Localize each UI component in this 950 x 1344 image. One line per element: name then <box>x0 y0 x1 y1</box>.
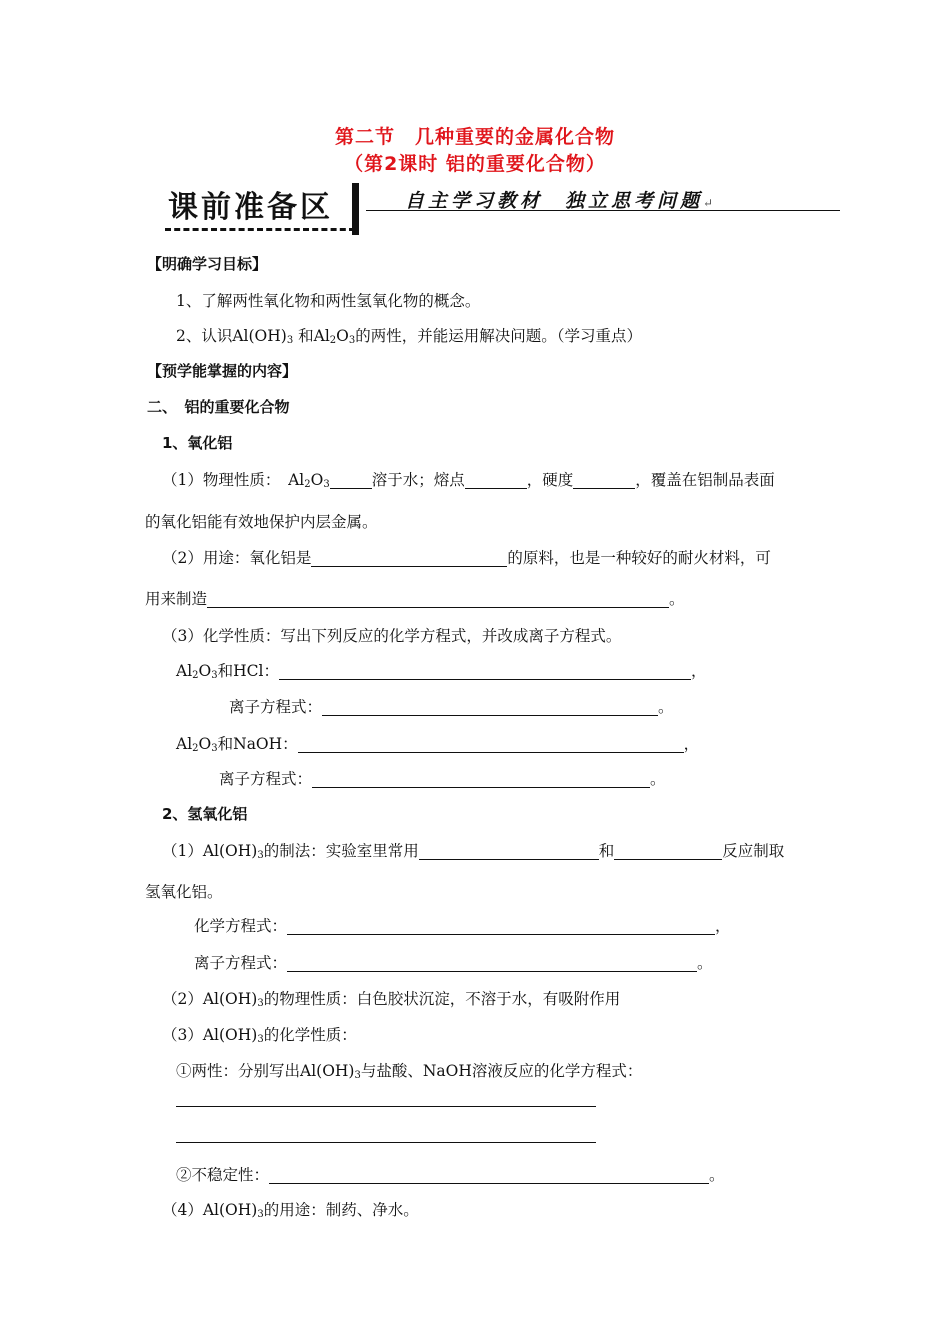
alumina-naoh: $Al_2O_3$和NaOH： ， <box>176 735 700 754</box>
hydroxide-ion-eq: 离子方程式： 。 <box>194 954 713 972</box>
hydroxide-amphoteric: ①两性：分别写出$Al(OH)_3$与盐酸、NaOH溶液反应的化学方程式： <box>176 1062 643 1081</box>
hydroxide-chem-eq: 化学方程式： ， <box>194 917 731 935</box>
fill-blank[interactable] <box>419 842 599 860</box>
answer-blank[interactable] <box>279 662 691 680</box>
hydroxide-heading: 2、氢氧化铝 <box>162 805 248 823</box>
alumina-physical-cont: 的氧化铝能有效地保护内层金属。 <box>145 513 378 531</box>
answer-blank[interactable] <box>298 735 684 753</box>
fill-blank[interactable] <box>573 471 635 489</box>
answer-blank[interactable] <box>322 698 658 716</box>
hydroxide-prep-cont: 氢氧化铝。 <box>145 883 223 901</box>
hydroxide-chemical: $(3)Al(OH)_3$的化学性质： <box>162 1026 357 1045</box>
banner-vertical-bar <box>352 183 359 235</box>
section-heading: 二、 铝的重要化合物 <box>147 398 290 416</box>
fill-blank[interactable] <box>614 842 722 860</box>
hydroxide-unstable: ②不稳定性： 。 <box>176 1166 725 1184</box>
hydroxide-uses: $(4)Al(OH)_3$的用途：制药、净水。 <box>162 1201 419 1220</box>
answer-line[interactable] <box>176 1142 596 1143</box>
fill-blank[interactable] <box>465 471 527 489</box>
page-subtitle: （第2课时 铝的重要化合物） <box>344 153 606 175</box>
answer-blank[interactable] <box>287 917 715 935</box>
preview-heading: 【预学能掌握的内容】 <box>147 362 298 380</box>
hydroxide-prep: $(1)Al(OH)_3$的制法：实验室里常用 和 反应制取 <box>162 842 785 861</box>
answer-line[interactable] <box>176 1106 596 1107</box>
banner-subtitle <box>405 186 713 213</box>
section-banner-label: 课前准备区 <box>168 190 333 225</box>
banner-subtitle-b: 独立思考问题 <box>565 190 704 212</box>
answer-blank[interactable] <box>269 1166 709 1184</box>
alumina-hcl: $Al_2O_3$和HCl： ， <box>176 662 707 681</box>
return-mark-icon: ↵ <box>703 196 714 210</box>
objectives-heading: 【明确学习目标】 <box>147 255 268 273</box>
fill-blank[interactable] <box>330 471 372 489</box>
fill-blank[interactable] <box>311 549 507 567</box>
answer-blank[interactable] <box>287 954 697 972</box>
objective-item-2: 2、认识$Al(OH)_3$ 和$Al_2O_3$的两性，并能运用解决问题。（学习重点） <box>176 327 643 346</box>
hydroxide-physical: $(2)Al(OH)_3$的物理性质：白色胶状沉淀，不溶于水，有吸附作用 <box>162 990 621 1009</box>
alumina-use-cont: 用来制造 。 <box>145 590 685 608</box>
alumina-chem-intro: （3）化学性质：写出下列反应的化学方程式，并改成离子方程式。 <box>162 627 622 645</box>
alumina-use: （2）用途：氧化铝是 的原料，也是一种较好的耐火材料，可 <box>162 549 771 567</box>
alumina-ion-1: 离子方程式： 。 <box>229 698 674 716</box>
banner-subtitle-a: 自主学习教材 <box>405 190 544 212</box>
page-title: 第二节 几种重要的金属化合物 <box>334 126 615 148</box>
alumina-heading: 1、氧化铝 <box>162 434 233 452</box>
alumina-ion-2: 离子方程式： 。 <box>219 770 666 788</box>
answer-blank[interactable] <box>312 770 650 788</box>
alumina-physical: （1）物理性质： $Al_2O_3$ 溶于水；熔点 ，硬度 ，覆盖在铝制品表面 <box>162 471 775 490</box>
fill-blank[interactable] <box>207 590 669 608</box>
objective-item-1: 1、了解两性氧化物和两性氢氧化物的概念。 <box>176 292 481 310</box>
banner-dashed-rule <box>165 228 355 231</box>
